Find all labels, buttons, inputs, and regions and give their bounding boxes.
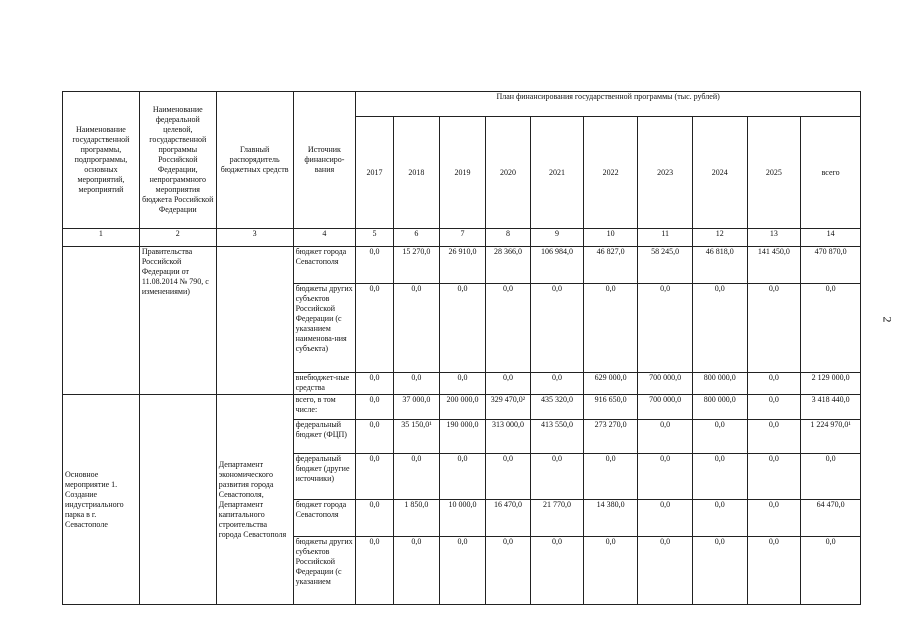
- value-cell: 0,0: [356, 247, 393, 284]
- col-number: 3: [216, 229, 293, 247]
- source-cell: бюджеты других субъектов Российской Федерации (с указанием: [293, 537, 356, 605]
- source-cell: федеральный бюджет (ФЦП): [293, 420, 356, 454]
- year-2023: 2023: [638, 117, 693, 229]
- col-number: 2: [139, 229, 216, 247]
- col-number: 4: [293, 229, 356, 247]
- value-cell: 0,0: [393, 373, 440, 395]
- manager-cell: Департамент экономического развития города Севастополя, Департамент капитального строительства города Севастополя: [216, 395, 293, 605]
- program-name-cell: [63, 247, 140, 395]
- value-cell: 800 000,0: [692, 373, 747, 395]
- value-cell: 0,0: [692, 454, 747, 500]
- year-2018: 2018: [393, 117, 440, 229]
- value-cell: 0,0: [531, 284, 584, 373]
- value-cell: 0,0: [747, 500, 801, 537]
- value-cell: 3 418 440,0: [801, 395, 861, 420]
- value-cell: 0,0: [638, 500, 693, 537]
- value-cell: 0,0: [638, 284, 693, 373]
- value-cell: 14 380,0: [583, 500, 638, 537]
- value-cell: 1 850,0: [393, 500, 440, 537]
- source-cell: бюджет города Севастополя: [293, 500, 356, 537]
- value-cell: 0,0: [531, 454, 584, 500]
- value-cell: 0,0: [638, 420, 693, 454]
- value-cell: 0,0: [583, 454, 638, 500]
- col-number: 6: [393, 229, 440, 247]
- source-cell: бюджеты других субъектов Российской Федерации (с указанием наименова-ния субъекта): [293, 284, 356, 373]
- value-cell: 0,0: [356, 420, 393, 454]
- event-name-cell: Основное мероприятие 1. Создание индустриального парка в г. Севастополе: [63, 395, 140, 605]
- value-cell: 0,0: [485, 373, 531, 395]
- col-number: 1: [63, 229, 140, 247]
- col-number: 5: [356, 229, 393, 247]
- value-cell: 0,0: [747, 454, 801, 500]
- value-cell: 26 910,0: [440, 247, 486, 284]
- header-plan: План финансирования государственной программы (тыс. рублей): [356, 92, 861, 117]
- value-cell: 0,0: [356, 373, 393, 395]
- value-cell: 413 550,0: [531, 420, 584, 454]
- federal-program-cell: [139, 395, 216, 605]
- value-cell: 470 870,0: [801, 247, 861, 284]
- source-cell: федеральный бюджет (другие источники): [293, 454, 356, 500]
- year-2017: 2017: [356, 117, 393, 229]
- value-cell: 329 470,0²: [485, 395, 531, 420]
- value-cell: 0,0: [356, 537, 393, 605]
- value-cell: 435 320,0: [531, 395, 584, 420]
- value-cell: 141 450,0: [747, 247, 801, 284]
- value-cell: 0,0: [393, 537, 440, 605]
- value-cell: 273 270,0: [583, 420, 638, 454]
- value-cell: 0,0: [692, 284, 747, 373]
- value-cell: 0,0: [801, 284, 861, 373]
- value-cell: 0,0: [801, 454, 861, 500]
- col-number: 8: [485, 229, 531, 247]
- value-cell: 0,0: [485, 537, 531, 605]
- table-row: [63, 247, 861, 284]
- value-cell: 0,0: [747, 420, 801, 454]
- table-row: [63, 395, 861, 420]
- value-cell: 190 000,0: [440, 420, 486, 454]
- value-cell: 0,0: [440, 284, 486, 373]
- value-cell: 15 270,0: [393, 247, 440, 284]
- value-cell: 106 984,0: [531, 247, 584, 284]
- value-cell: 200 000,0: [440, 395, 486, 420]
- year-total: всего: [801, 117, 861, 229]
- value-cell: 16 470,0: [485, 500, 531, 537]
- header-program-name: Наименование государственной программы, подпрограммы, основных мероприятий, мероприятий: [63, 92, 140, 229]
- value-cell: 0,0: [356, 284, 393, 373]
- financing-table: [62, 91, 861, 605]
- value-cell: 313 000,0: [485, 420, 531, 454]
- value-cell: 58 245,0: [638, 247, 693, 284]
- col-number: 12: [692, 229, 747, 247]
- source-cell: внебюджет-ные средства: [293, 373, 356, 395]
- value-cell: 0,0: [692, 500, 747, 537]
- value-cell: 0,0: [747, 537, 801, 605]
- value-cell: 37 000,0: [393, 395, 440, 420]
- value-cell: 0,0: [692, 420, 747, 454]
- year-2024: 2024: [692, 117, 747, 229]
- year-2021: 2021: [531, 117, 584, 229]
- value-cell: 0,0: [747, 373, 801, 395]
- page-number: 2: [880, 316, 895, 323]
- value-cell: 0,0: [485, 454, 531, 500]
- value-cell: 2 129 000,0: [801, 373, 861, 395]
- value-cell: 0,0: [393, 454, 440, 500]
- value-cell: 35 150,0¹: [393, 420, 440, 454]
- value-cell: 700 000,0: [638, 373, 693, 395]
- value-cell: 28 366,0: [485, 247, 531, 284]
- value-cell: 1 224 970,0¹: [801, 420, 861, 454]
- value-cell: 0,0: [485, 284, 531, 373]
- value-cell: 46 827,0: [583, 247, 638, 284]
- column-numbers-row: [63, 229, 861, 247]
- year-2025: 2025: [747, 117, 801, 229]
- value-cell: 0,0: [531, 537, 584, 605]
- col-number: 11: [638, 229, 693, 247]
- col-number: 9: [531, 229, 584, 247]
- value-cell: 64 470,0: [801, 500, 861, 537]
- value-cell: 700 000,0: [638, 395, 693, 420]
- federal-program-cell: Правительства Российской Федерации от 11.08.2014 № 790, с изменениями): [139, 247, 216, 395]
- col-number: 7: [440, 229, 486, 247]
- value-cell: 0,0: [747, 284, 801, 373]
- year-2022: 2022: [583, 117, 638, 229]
- value-cell: 21 770,0: [531, 500, 584, 537]
- year-2020: 2020: [485, 117, 531, 229]
- value-cell: 629 000,0: [583, 373, 638, 395]
- value-cell: 0,0: [356, 395, 393, 420]
- value-cell: 800 000,0: [692, 395, 747, 420]
- value-cell: 0,0: [531, 373, 584, 395]
- source-cell: всего, в том числе:: [293, 395, 356, 420]
- year-2019: 2019: [440, 117, 486, 229]
- header-federal-program: Наименование федеральной целевой, государственной программы Российской Федерации, непрограммного мероприятия бюджета Российской Федерации: [139, 92, 216, 229]
- header-source: Источник финансиро-вания: [293, 92, 356, 229]
- value-cell: 916 650,0: [583, 395, 638, 420]
- value-cell: 0,0: [393, 284, 440, 373]
- manager-cell: [216, 247, 293, 395]
- value-cell: 0,0: [583, 284, 638, 373]
- value-cell: 0,0: [440, 454, 486, 500]
- value-cell: 0,0: [440, 373, 486, 395]
- value-cell: 0,0: [692, 537, 747, 605]
- value-cell: 0,0: [583, 537, 638, 605]
- value-cell: 0,0: [356, 500, 393, 537]
- col-number: 14: [801, 229, 861, 247]
- value-cell: 10 000,0: [440, 500, 486, 537]
- value-cell: 0,0: [638, 454, 693, 500]
- value-cell: 0,0: [801, 537, 861, 605]
- value-cell: 0,0: [638, 537, 693, 605]
- value-cell: 0,0: [356, 454, 393, 500]
- value-cell: 0,0: [747, 395, 801, 420]
- col-number: 13: [747, 229, 801, 247]
- header-row-1: [63, 92, 861, 117]
- header-manager: Главный распорядитель бюджетных средств: [216, 92, 293, 229]
- value-cell: 0,0: [440, 537, 486, 605]
- value-cell: 46 818,0: [692, 247, 747, 284]
- col-number: 10: [583, 229, 638, 247]
- source-cell: бюджет города Севастополя: [293, 247, 356, 284]
